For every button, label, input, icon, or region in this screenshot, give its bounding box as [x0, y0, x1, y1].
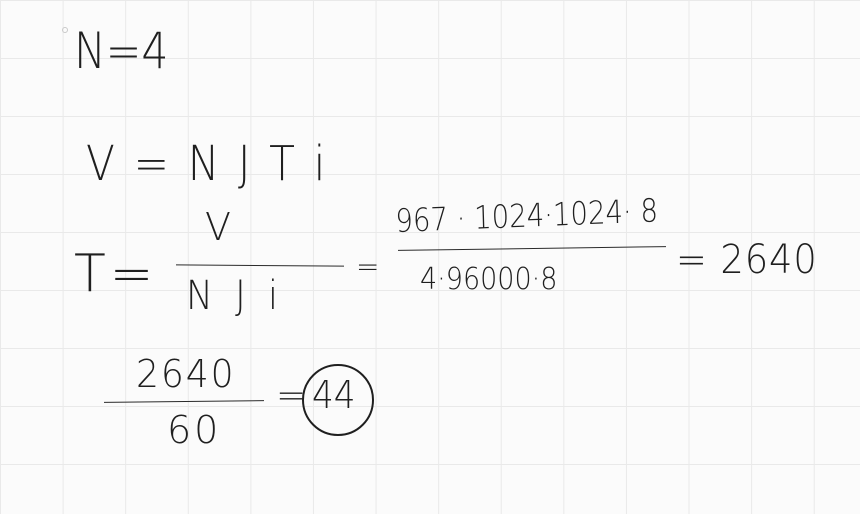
fraction1-denominator: N J i: [186, 273, 284, 319]
fraction1-bar: [176, 264, 344, 266]
t-equals: T=: [74, 244, 158, 304]
fraction2-bar: [398, 246, 666, 251]
fraction1-numerator: V: [205, 205, 231, 249]
v-definition: V = N J T i: [86, 136, 329, 192]
n-definition: N=4: [74, 22, 169, 80]
result-value: = 2640: [676, 237, 818, 283]
canvas-dot: [62, 27, 68, 33]
fraction3-numerator: 2640: [136, 352, 236, 396]
fraction2-denominator: 4·96000·8: [420, 262, 558, 297]
answer-value: 44: [312, 373, 356, 417]
final-equals: =: [276, 375, 307, 416]
fraction3-denominator: 60: [167, 408, 222, 452]
fraction3-bar: [104, 400, 264, 403]
middle-equals: =: [356, 250, 380, 283]
fraction2-numerator: 967 · 1024·1024· 8: [394, 191, 659, 240]
